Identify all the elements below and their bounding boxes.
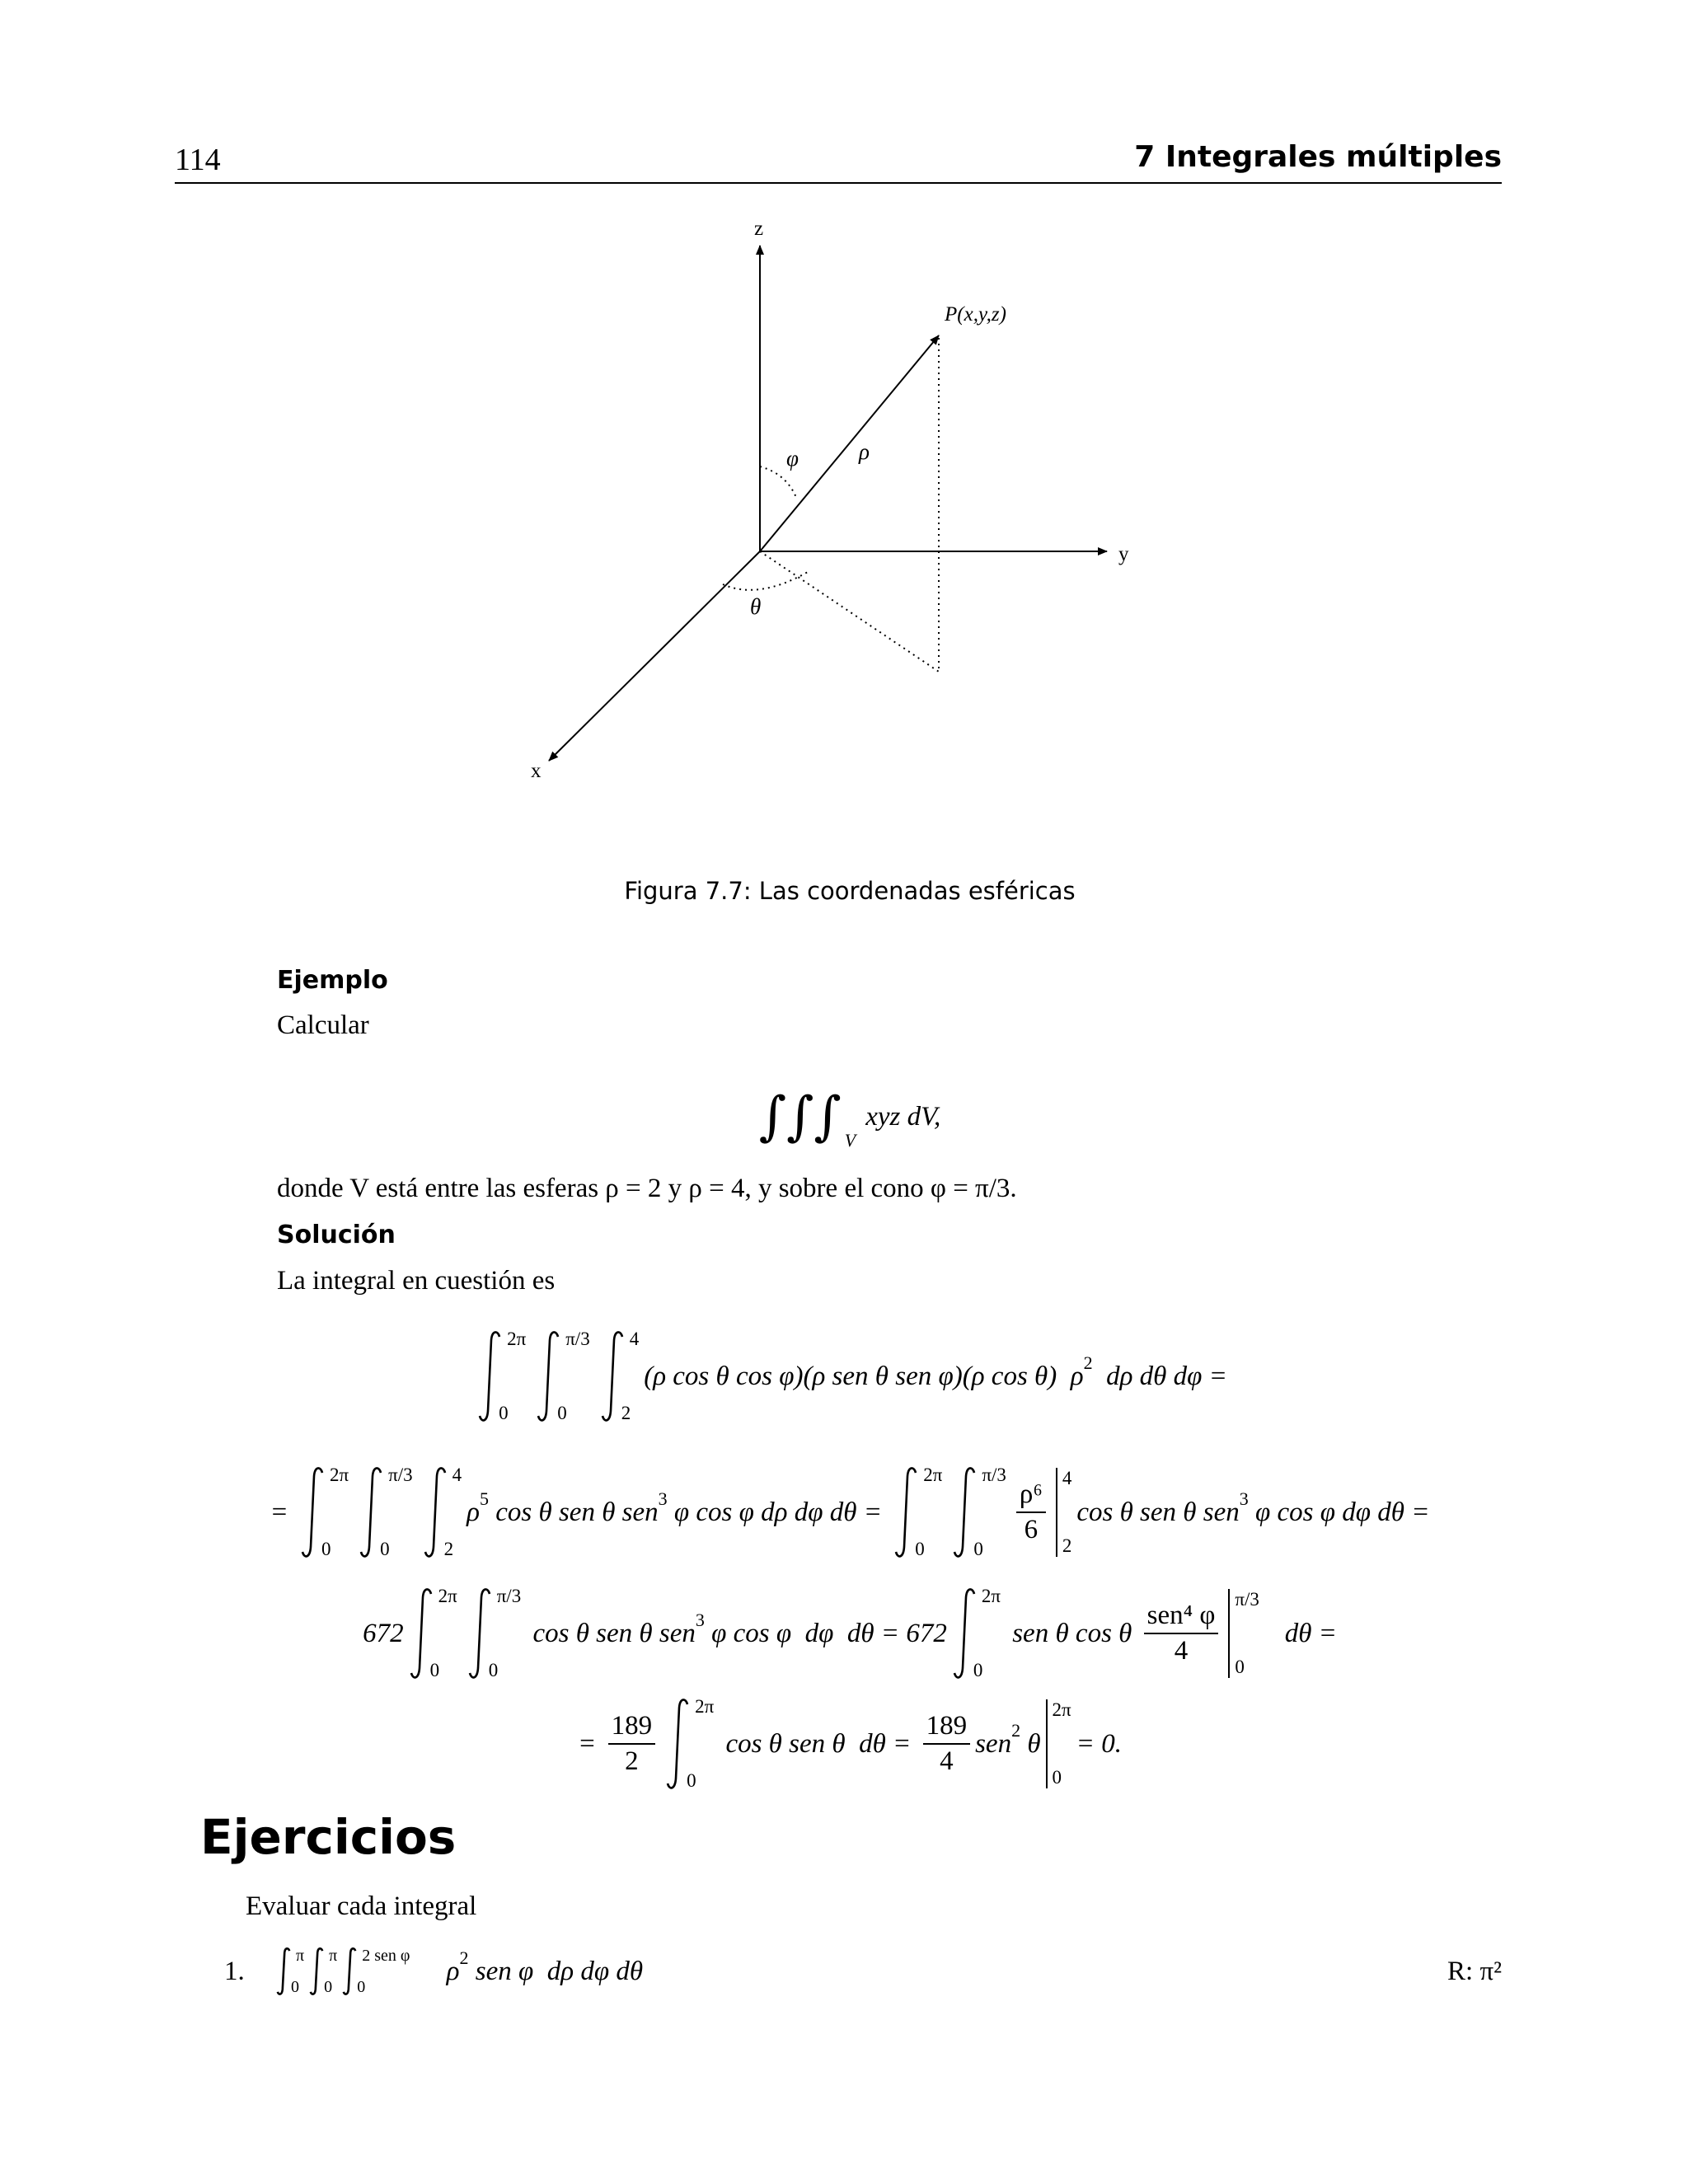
upper-limit: π	[329, 1947, 338, 1965]
triple-integral-sign: ∫∫∫	[758, 1086, 842, 1147]
equation-line-4	[0, 1696, 1688, 1792]
phi-arc	[760, 466, 797, 499]
exercise-number: 1.	[224, 1956, 245, 1986]
math-text: cos θ sen θ dθ =	[719, 1728, 918, 1759]
spherical-coordinates-figure	[0, 0, 1688, 824]
integral-sign	[359, 1465, 413, 1560]
example-prompt: Calcular	[277, 1010, 369, 1040]
upper-limit: π/3	[982, 1465, 1006, 1485]
integral-limits	[973, 1586, 1001, 1681]
integral-sign	[342, 1947, 410, 1996]
evaluation-bar	[1228, 1589, 1259, 1678]
math-text: sen φ dρ dφ dθ	[468, 1956, 644, 1986]
upper-limit: 4	[629, 1329, 640, 1349]
projection-xy	[760, 551, 939, 672]
exponent: 5	[480, 1488, 490, 1509]
equation-line-1	[0, 1329, 1688, 1424]
exponent: 2	[1083, 1352, 1093, 1373]
numerator: sen⁴ φ	[1144, 1601, 1219, 1634]
solution-heading: Solución	[277, 1221, 396, 1249]
integrand: xyz dV,	[865, 1101, 941, 1132]
integral-limits	[488, 1586, 522, 1681]
solution-intro: La integral en cuestión es	[277, 1266, 556, 1296]
lower-limit: 2	[621, 1403, 631, 1423]
math-text: (ρ cos θ cos φ)(ρ sen θ sen φ)(ρ cos θ) ρ	[644, 1361, 1084, 1391]
denominator: 4	[940, 1746, 954, 1776]
integral-sign	[893, 1465, 942, 1560]
page-number: 114	[175, 143, 221, 177]
integral-sign	[665, 1696, 714, 1792]
integral-limits	[687, 1696, 715, 1792]
math-text: cos θ sen θ sen	[526, 1618, 696, 1648]
upper-bound: 4	[1062, 1468, 1072, 1488]
denominator: 2	[625, 1746, 639, 1776]
lower-limit: 0	[488, 1660, 499, 1680]
upper-limit: π/3	[496, 1586, 522, 1606]
lower-limit: 0	[973, 1660, 983, 1680]
exercise-item	[224, 1945, 1502, 1998]
lower-limit: 0	[291, 1978, 299, 1996]
equation-line-2	[0, 1465, 1688, 1560]
lower-limit: 0	[321, 1539, 331, 1559]
upper-limit: 2 sen φ	[362, 1947, 410, 1965]
math-text: =	[578, 1728, 603, 1759]
math-text: dρ dθ dφ =	[1092, 1361, 1227, 1391]
math-text: 672	[363, 1618, 404, 1648]
equation-line-3	[0, 1586, 1688, 1681]
denominator: 6	[1024, 1515, 1039, 1544]
integral-sign	[536, 1329, 590, 1424]
integral-domain: V	[844, 1130, 856, 1151]
x-axis	[549, 551, 760, 761]
exponent: 2	[1011, 1720, 1021, 1741]
integral-sign	[952, 1586, 1001, 1681]
math-text: φ cos φ dρ dφ dθ =	[667, 1497, 889, 1527]
lower-limit: 0	[499, 1403, 509, 1423]
lower-bound: 0	[1235, 1657, 1245, 1677]
fraction	[1144, 1601, 1219, 1666]
exercise-expression	[274, 1947, 643, 1996]
fraction	[923, 1711, 971, 1777]
fraction	[608, 1711, 656, 1777]
upper-limit: π/3	[565, 1329, 590, 1349]
math-text: φ cos φ dφ dθ = 672	[704, 1618, 947, 1648]
upper-limit: 2π	[923, 1465, 943, 1485]
integral-limits	[326, 1947, 337, 1996]
fraction	[1016, 1479, 1046, 1545]
integral-limits	[321, 1465, 349, 1560]
upper-limit: 2π	[695, 1696, 715, 1717]
math-text: = 0.	[1076, 1728, 1122, 1759]
integral-limits	[973, 1465, 1006, 1560]
x-label: x	[531, 760, 542, 782]
numerator: ρ⁶	[1016, 1479, 1046, 1513]
exponent: 3	[658, 1488, 668, 1509]
y-label: y	[1118, 543, 1129, 565]
integral-symbol-icon	[276, 1947, 291, 1996]
rho-vector	[760, 335, 939, 551]
lower-limit: 2	[443, 1539, 454, 1559]
integral-limits	[443, 1465, 462, 1560]
phi-label: φ	[786, 446, 799, 471]
math-text: θ	[1020, 1728, 1041, 1759]
integral-sign	[600, 1329, 640, 1424]
integral-sign	[309, 1947, 337, 1996]
upper-limit: 2π	[507, 1329, 527, 1349]
integral-limits	[359, 1947, 410, 1996]
upper-limit: π	[296, 1947, 305, 1965]
math-text: cos θ sen θ sen	[1076, 1497, 1240, 1527]
theta-label: θ	[750, 594, 762, 619]
math-text: ρ	[467, 1497, 481, 1527]
lower-limit: 0	[973, 1539, 983, 1559]
chapter-title: 7 Integrales múltiples	[1134, 140, 1502, 174]
evaluation-bar	[1056, 1468, 1072, 1557]
lower-limit: 0	[380, 1539, 390, 1559]
integral-sign	[952, 1465, 1006, 1560]
integral-limits	[380, 1465, 413, 1560]
example-condition: donde V está entre las esferas ρ = 2 y ρ = 4, y sobre el cono φ = π/3.	[277, 1174, 1017, 1203]
exercises-title: Ejercicios	[200, 1809, 457, 1865]
lower-limit: 0	[915, 1539, 925, 1559]
integral-sign	[423, 1465, 462, 1560]
evaluation-bar	[1046, 1699, 1071, 1788]
triple-integral-expression	[0, 1071, 1688, 1162]
integral-sign	[276, 1947, 304, 1996]
integral-sign	[409, 1586, 457, 1681]
integral-limits	[557, 1329, 590, 1424]
point-label: P(x,y,z)	[945, 303, 1006, 326]
integral-limits	[429, 1586, 457, 1681]
integral-limits	[915, 1465, 943, 1560]
upper-limit: 4	[452, 1465, 462, 1485]
upper-limit: π/3	[388, 1465, 413, 1485]
exponent: 3	[1239, 1488, 1249, 1509]
example-heading: Ejemplo	[277, 966, 388, 995]
lower-limit: 0	[557, 1403, 567, 1423]
math-text: ρ	[412, 1956, 460, 1986]
integral-limits	[621, 1329, 640, 1424]
integral-limits	[293, 1947, 304, 1996]
denominator: 4	[1174, 1636, 1189, 1666]
math-text: φ cos φ dφ dθ =	[1248, 1497, 1430, 1527]
exercises-intro: Evaluar cada integral	[246, 1891, 477, 1921]
numerator: 189	[608, 1711, 656, 1745]
upper-limit: 2π	[330, 1465, 349, 1485]
exponent: 2	[459, 1947, 469, 1968]
integral-limits	[499, 1329, 527, 1424]
figure-caption: Figura 7.7: Las coordenadas esféricas	[624, 877, 1076, 905]
integral-symbol-icon	[342, 1947, 357, 1996]
math-text: =	[270, 1497, 296, 1527]
integral-sign	[467, 1586, 522, 1681]
rho-label: ρ	[859, 439, 870, 464]
exponent: 3	[695, 1610, 705, 1630]
z-label: z	[754, 218, 764, 240]
upper-limit: 2π	[981, 1586, 1001, 1606]
math-text: cos θ sen θ sen	[489, 1497, 659, 1527]
numerator: 189	[923, 1711, 971, 1745]
math-text: dθ =	[1264, 1618, 1337, 1648]
math-text: sen	[975, 1728, 1012, 1759]
upper-bound: π/3	[1235, 1589, 1259, 1610]
lower-bound: 0	[1052, 1767, 1062, 1788]
lower-bound: 2	[1062, 1535, 1072, 1556]
exercise-answer: R: π²	[1447, 1956, 1502, 1986]
lower-limit: 0	[357, 1978, 366, 1996]
upper-limit: 2π	[438, 1586, 457, 1606]
lower-limit: 0	[324, 1978, 333, 1996]
lower-limit: 0	[687, 1770, 696, 1791]
integral-sign	[477, 1329, 526, 1424]
lower-limit: 0	[429, 1660, 440, 1680]
upper-bound: 2π	[1052, 1699, 1071, 1720]
integral-sign	[300, 1465, 349, 1560]
math-text: sen θ cos θ	[1005, 1618, 1139, 1648]
integral-symbol-icon	[309, 1947, 324, 1996]
